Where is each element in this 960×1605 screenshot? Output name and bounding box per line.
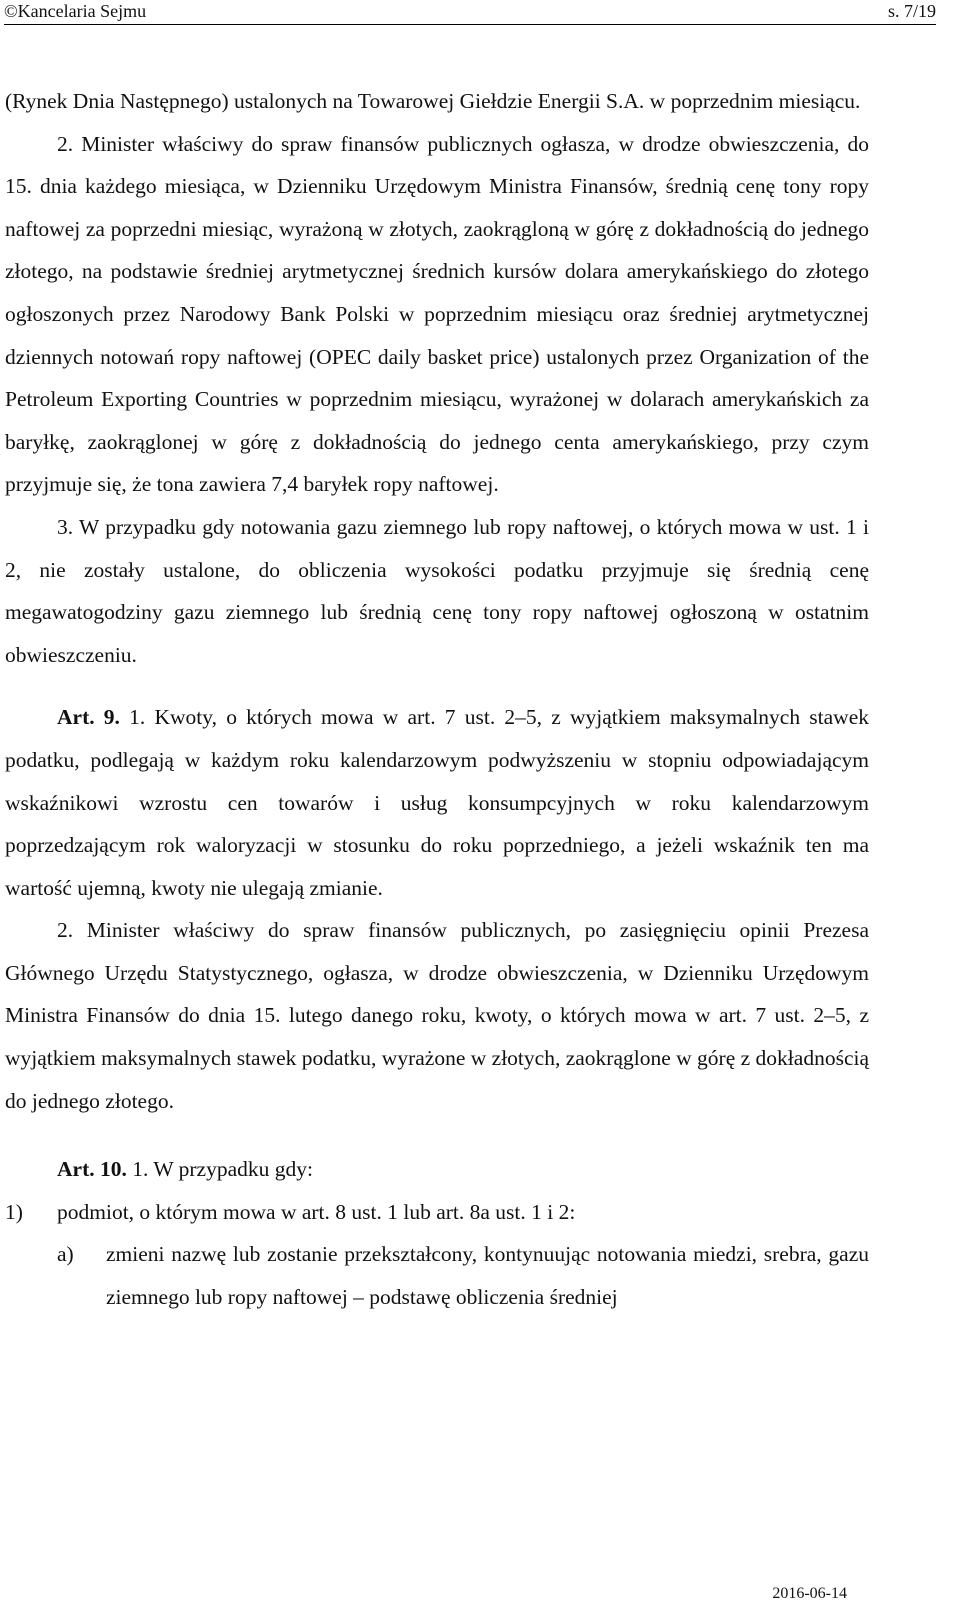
paragraph-ust-2: 2. Minister właściwy do spraw finansów publicznych ogłasza, w drodze obwieszczenia, do 15. dnia każdego miesiąca, w Dzienniku Urzędowym Ministra Finansów, średnią cenę tony ropy naftowej za poprzedni miesiąc, wyrażoną w złotych, zaokrągloną w górę z dokładnością do jednego złotego, na podstawie średniej arytmetycznej średnich kursów dolara amerykańskiego do złotego ogłoszonych przez Narodowy Bank Polski w poprzednim miesiącu oraz średniej arytmetycznej dziennych notowań ropy naftowej (OPEC daily basket price) ustalonych przez Organization of the Petroleum Exporting Countries w poprzednim miesiącu, wyrażonej w dolarach amerykańskich za baryłkę, zaokrąglonej w górę z dokładnością do jednego centa amerykańskiego, przy czym przyjmuje się, że tona zawiera 7,4 baryłek ropy naftowej. — [5, 131, 869, 497]
paragraph-ust-3: 3. W przypadku gdy notowania gazu ziemnego lub ropy naftowej, o których mowa w ust. 1 i 2, nie zostały ustalone, do obliczenia wysokości podatku przyjmuje się średnią cenę megawatogodziny gazu ziemnego lub średnią cenę tony ropy naftowej ogłoszoną w ostatnim obwieszczeniu. — [5, 514, 869, 667]
copyright-label: ©Kancelaria Sejmu — [4, 1, 147, 21]
page-number: s. 7/19 — [887, 1, 936, 21]
list-item-a — [5, 1233, 869, 1318]
article-9-label: Art. 9. — [57, 705, 120, 730]
article-10-label: Art. 10. — [57, 1157, 127, 1182]
header-divider — [4, 24, 936, 25]
list-item-1-text: podmiot, o którym mowa w art. 8 ust. 1 lub art. 8a ust. 1 i 2: — [57, 1199, 576, 1224]
list-item-a-letter: a) — [57, 1242, 74, 1267]
article-10-text: 1. W przypadku gdy: — [132, 1157, 313, 1182]
article-9-text: 1. Kwoty, o których mowa w art. 7 ust. 2–5, z wyjątkiem maksymalnych stawek podatku, podlegają w każdym roku kalendarzowym podwyższeniu w stopniu odpowiadającym wskaźnikowi wzrostu cen towarów i usług konsumpcyjnych w roku kalendarzowym poprzedzającym rok waloryzacji w stosunku do roku poprzedniego, a jeżeli wskaźnik ten ma wartość ujemną, kwoty nie ulegają zmianie. — [5, 705, 870, 900]
document-body — [5, 80, 869, 1319]
article-10-intro — [5, 1148, 869, 1191]
paragraph-continuation: (Rynek Dnia Następnego) ustalonych na Towarowej Giełdzie Energii S.A. w poprzednim miesiącu. — [5, 89, 861, 113]
list-item-1-number: 1) — [5, 1199, 23, 1224]
list-item-a-text: zmieni nazwę lub zostanie przekształcony, kontynuując notowania miedzi, srebra, gazu ziemnego lub ropy naftowej – podstawę obliczenia średniej — [106, 1242, 869, 1310]
footer-date: 2016-06-14 — [772, 1585, 847, 1602]
article-9-ust-1 — [5, 696, 869, 909]
list-item-1 — [5, 1191, 869, 1234]
page-header — [0, 0, 960, 27]
article-9-ust-2: 2. Minister właściwy do spraw finansów publicznych, po zasięgnięciu opinii Prezesa Głównego Urzędu Statystycznego, ogłasza, w drodze obwieszczenia, w Dzienniku Urzędowym Ministra Finansów do dnia 15. lutego danego roku, kwoty, o których mowa w art. 7 ust. 2–5, z wyjątkiem maksymalnych stawek podatku, wyrażone w złotych, zaokrąglone w górę z dokładnością do jednego złotego. — [5, 918, 869, 1113]
